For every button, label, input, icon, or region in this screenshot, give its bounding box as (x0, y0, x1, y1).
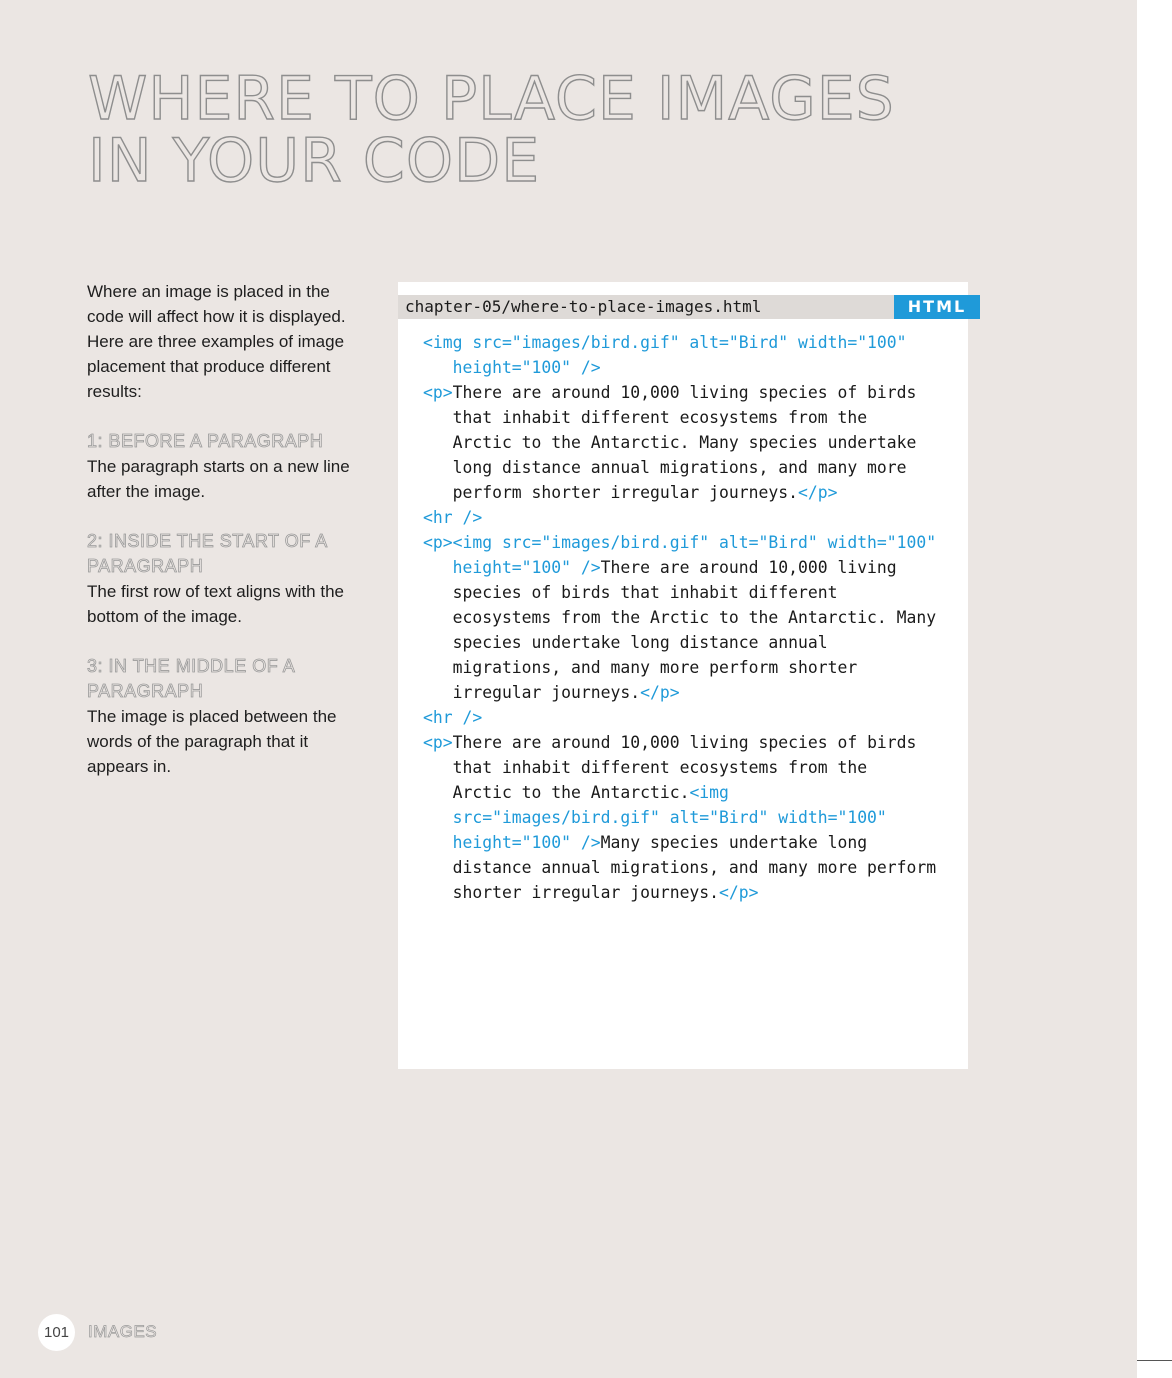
code-line (423, 708, 482, 727)
page-number: 101 (38, 1314, 75, 1351)
section-heading-before-paragraph: 1: BEFORE A PARAGRAPH (87, 431, 324, 451)
code-markup: <hr /> (423, 708, 483, 727)
code-line (423, 833, 867, 852)
code-markup: </p> (797, 483, 838, 502)
code-line (423, 358, 601, 377)
code-line (423, 633, 828, 652)
code-text: Arctic to the Antarctic. (423, 783, 690, 802)
code-line (423, 783, 729, 802)
code-line (423, 333, 907, 352)
code-text: ecosystems from the Arctic to the Antarctic. Many (423, 608, 937, 627)
code-line (423, 483, 837, 502)
running-footer-section: IMAGES (88, 1322, 158, 1341)
intro-paragraph: Where an image is placed in the code will affect how it is displayed. Here are three examples of image placement that produce different results: (87, 282, 346, 401)
page-title (88, 64, 895, 196)
section-body-before-paragraph: The paragraph starts on a new line after the image. (87, 457, 350, 501)
code-text: long distance annual migrations, and many more (423, 458, 907, 477)
section-body-inside-start: The first row of text aligns with the bottom of the image. (87, 582, 344, 626)
code-markup: <hr /> (423, 508, 483, 527)
code-text: There are around 10,000 living (600, 558, 897, 577)
page-title-line-1: WHERE TO PLACE IMAGES (88, 64, 895, 134)
code-text: There are around 10,000 living species of birds (452, 383, 917, 402)
code-markup: height="100" /> (423, 833, 601, 852)
code-markup: <img src="images/bird.gif" alt="Bird" width="100" (423, 333, 907, 352)
code-text: irregular journeys. (423, 683, 641, 702)
code-line (423, 583, 837, 602)
code-markup: height="100" /> (423, 358, 601, 377)
code-example-panel (398, 282, 968, 1069)
code-file-name: chapter-05/where-to-place-images.html (405, 297, 762, 316)
code-text: There are around 10,000 living species of birds (452, 733, 917, 752)
code-listing (423, 330, 936, 905)
section-heading-middle: 3: IN THE MIDDLE OF A PARAGRAPH (87, 656, 295, 701)
code-markup: <p> (423, 383, 453, 402)
section-heading-inside-start: 2: INSIDE THE START OF A PARAGRAPH (87, 531, 327, 576)
code-text: species of birds that inhabit different (423, 583, 838, 602)
code-line (423, 808, 887, 827)
code-text: migrations, and many more perform shorter (423, 658, 858, 677)
code-text: distance annual migrations, and many more perform (423, 858, 937, 877)
code-markup: <p><img src="images/bird.gif" alt="Bird" width="100" (423, 533, 937, 552)
code-line (423, 458, 907, 477)
section-body-middle: The image is placed between the words of the paragraph that it appears in. (87, 707, 337, 776)
code-line (423, 508, 482, 527)
code-text: Arctic to the Antarctic. Many species undertake (423, 433, 917, 452)
code-line (423, 408, 867, 427)
code-text: that inhabit different ecosystems from the (423, 758, 868, 777)
code-markup: <img (689, 783, 729, 802)
code-markup: </p> (719, 883, 759, 902)
code-text: species undertake long distance annual (423, 633, 828, 652)
code-line (423, 683, 680, 702)
page-edge-line (1137, 1360, 1172, 1361)
code-line (423, 658, 857, 677)
code-line (423, 383, 916, 402)
code-text: perform shorter irregular journeys. (423, 483, 798, 502)
code-markup: </p> (640, 683, 680, 702)
code-line (423, 733, 916, 752)
code-line (423, 608, 936, 627)
code-markup: <p> (423, 733, 453, 752)
sidebar-text (87, 279, 357, 804)
code-text: Many species undertake long (600, 833, 868, 852)
code-line (423, 858, 936, 877)
code-line (423, 883, 759, 902)
code-text: shorter irregular journeys. (423, 883, 720, 902)
code-markup: src="images/bird.gif" alt="Bird" width="100" (423, 808, 887, 827)
code-line (423, 758, 867, 777)
code-line (423, 558, 897, 577)
code-text: that inhabit different ecosystems from the (423, 408, 868, 427)
code-markup: height="100" /> (423, 558, 601, 577)
language-badge: HTML (894, 295, 980, 319)
page-title-line-2: IN YOUR CODE (88, 126, 541, 196)
code-line (423, 433, 916, 452)
code-file-bar (398, 295, 894, 319)
code-line (423, 533, 936, 552)
